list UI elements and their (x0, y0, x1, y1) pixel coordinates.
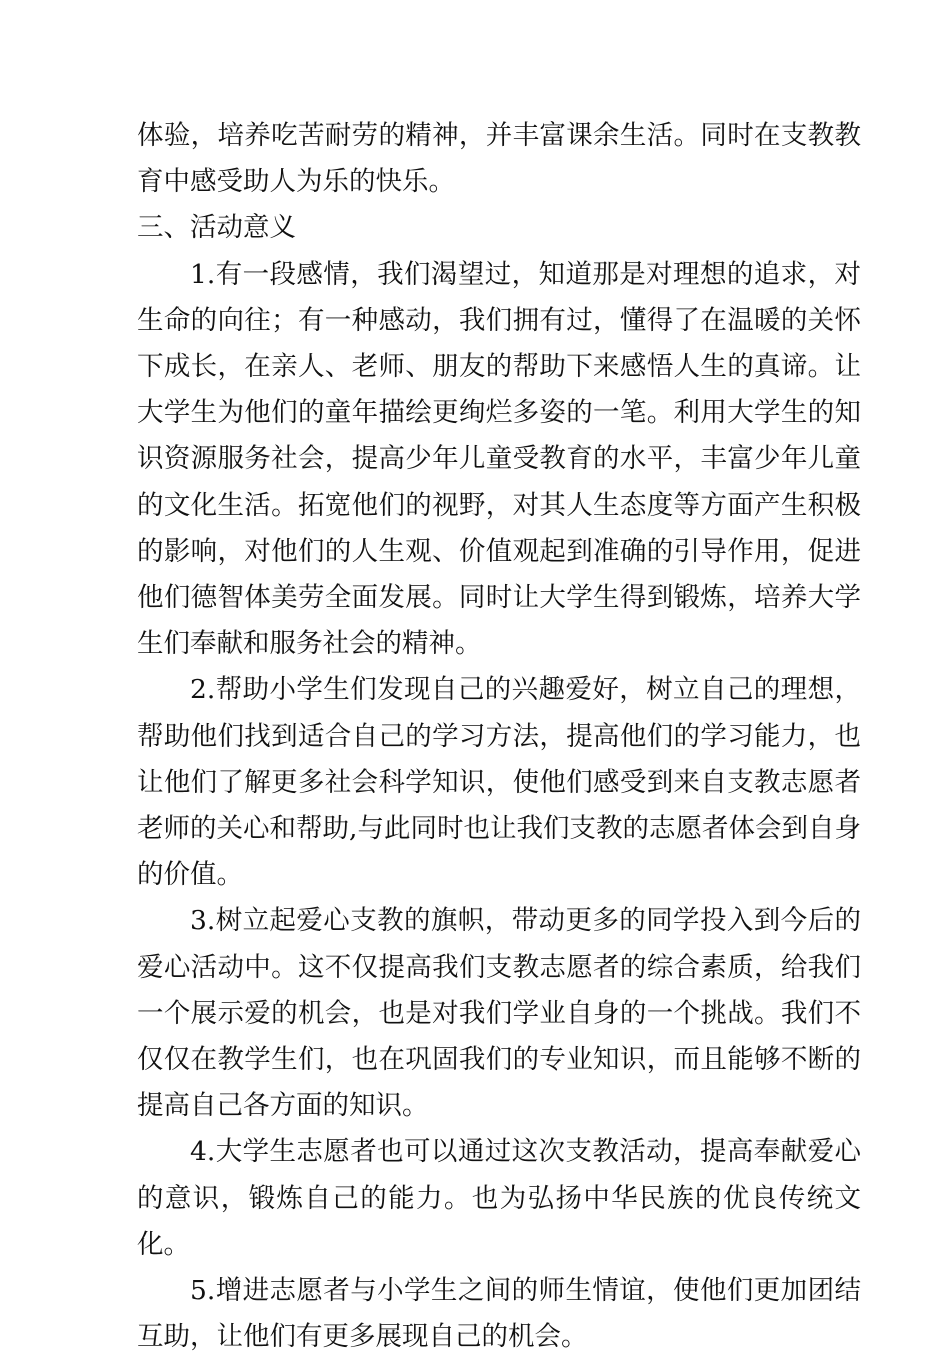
paragraph-item-3: 3.树立起爱心支教的旗帜，带动更多的同学投入到今后的爱心活动中。这不仅提高我们支教志愿者的综合素质，给我们一个展示爱的机会，也是对我们学业自身的一个挑战。我们不仅仅在教学生们，也在巩固我们的专业知识，而且能够不断的提高自己各方面的知识。 (137, 905, 861, 1122)
section-heading: 三、活动意义 (137, 212, 296, 244)
paragraph-item-1: 1.有一段感情，我们渴望过，知道那是对理想的追求，对生命的向往；有一种感动，我们拥有过，懂得了在温暖的关怀下成长，在亲人、老师、朋友的帮助下来感悟人生的真谛。让大学生为他们的童年描绘更绚烂多姿的一笔。利用大学生的知识资源服务社会，提高少年儿童受教育的水平，丰富少年儿童的文化生活。拓宽他们的视野，对其人生态度等方面产生积极的影响，对他们的人生观、价值观起到准确的引导作用，促进他们德智体美劳全面发展。同时让大学生得到锻炼，培养大学生们奉献和服务社会的精神。 (137, 258, 861, 660)
paragraph-item-4: 4.大学生志愿者也可以通过这次支教活动，提高奉献爱心的意识，锻炼自己的能力。也为弘扬中华民族的优良传统文化。 (137, 1136, 861, 1260)
paragraph-item-2: 2.帮助小学生们发现自己的兴趣爱好，树立自己的理想，帮助他们找到适合自己的学习方法，提高他们的学习能力，也让他们了解更多社会科学知识，使他们感受到来自支教志愿者老师的关心和帮助,与此同时也让我们支教的志愿者体会到自身的价值。 (137, 674, 861, 891)
document-body (137, 113, 861, 1360)
paragraph-continuation: 体验，培养吃苦耐劳的精神，并丰富课余生活。同时在支教教育中感受助人为乐的快乐。 (137, 120, 861, 198)
paragraph-item-5: 5.增进志愿者与小学生之间的师生情谊，使他们更加团结互助，让他们有更多展现自己的机会。 (137, 1275, 861, 1353)
